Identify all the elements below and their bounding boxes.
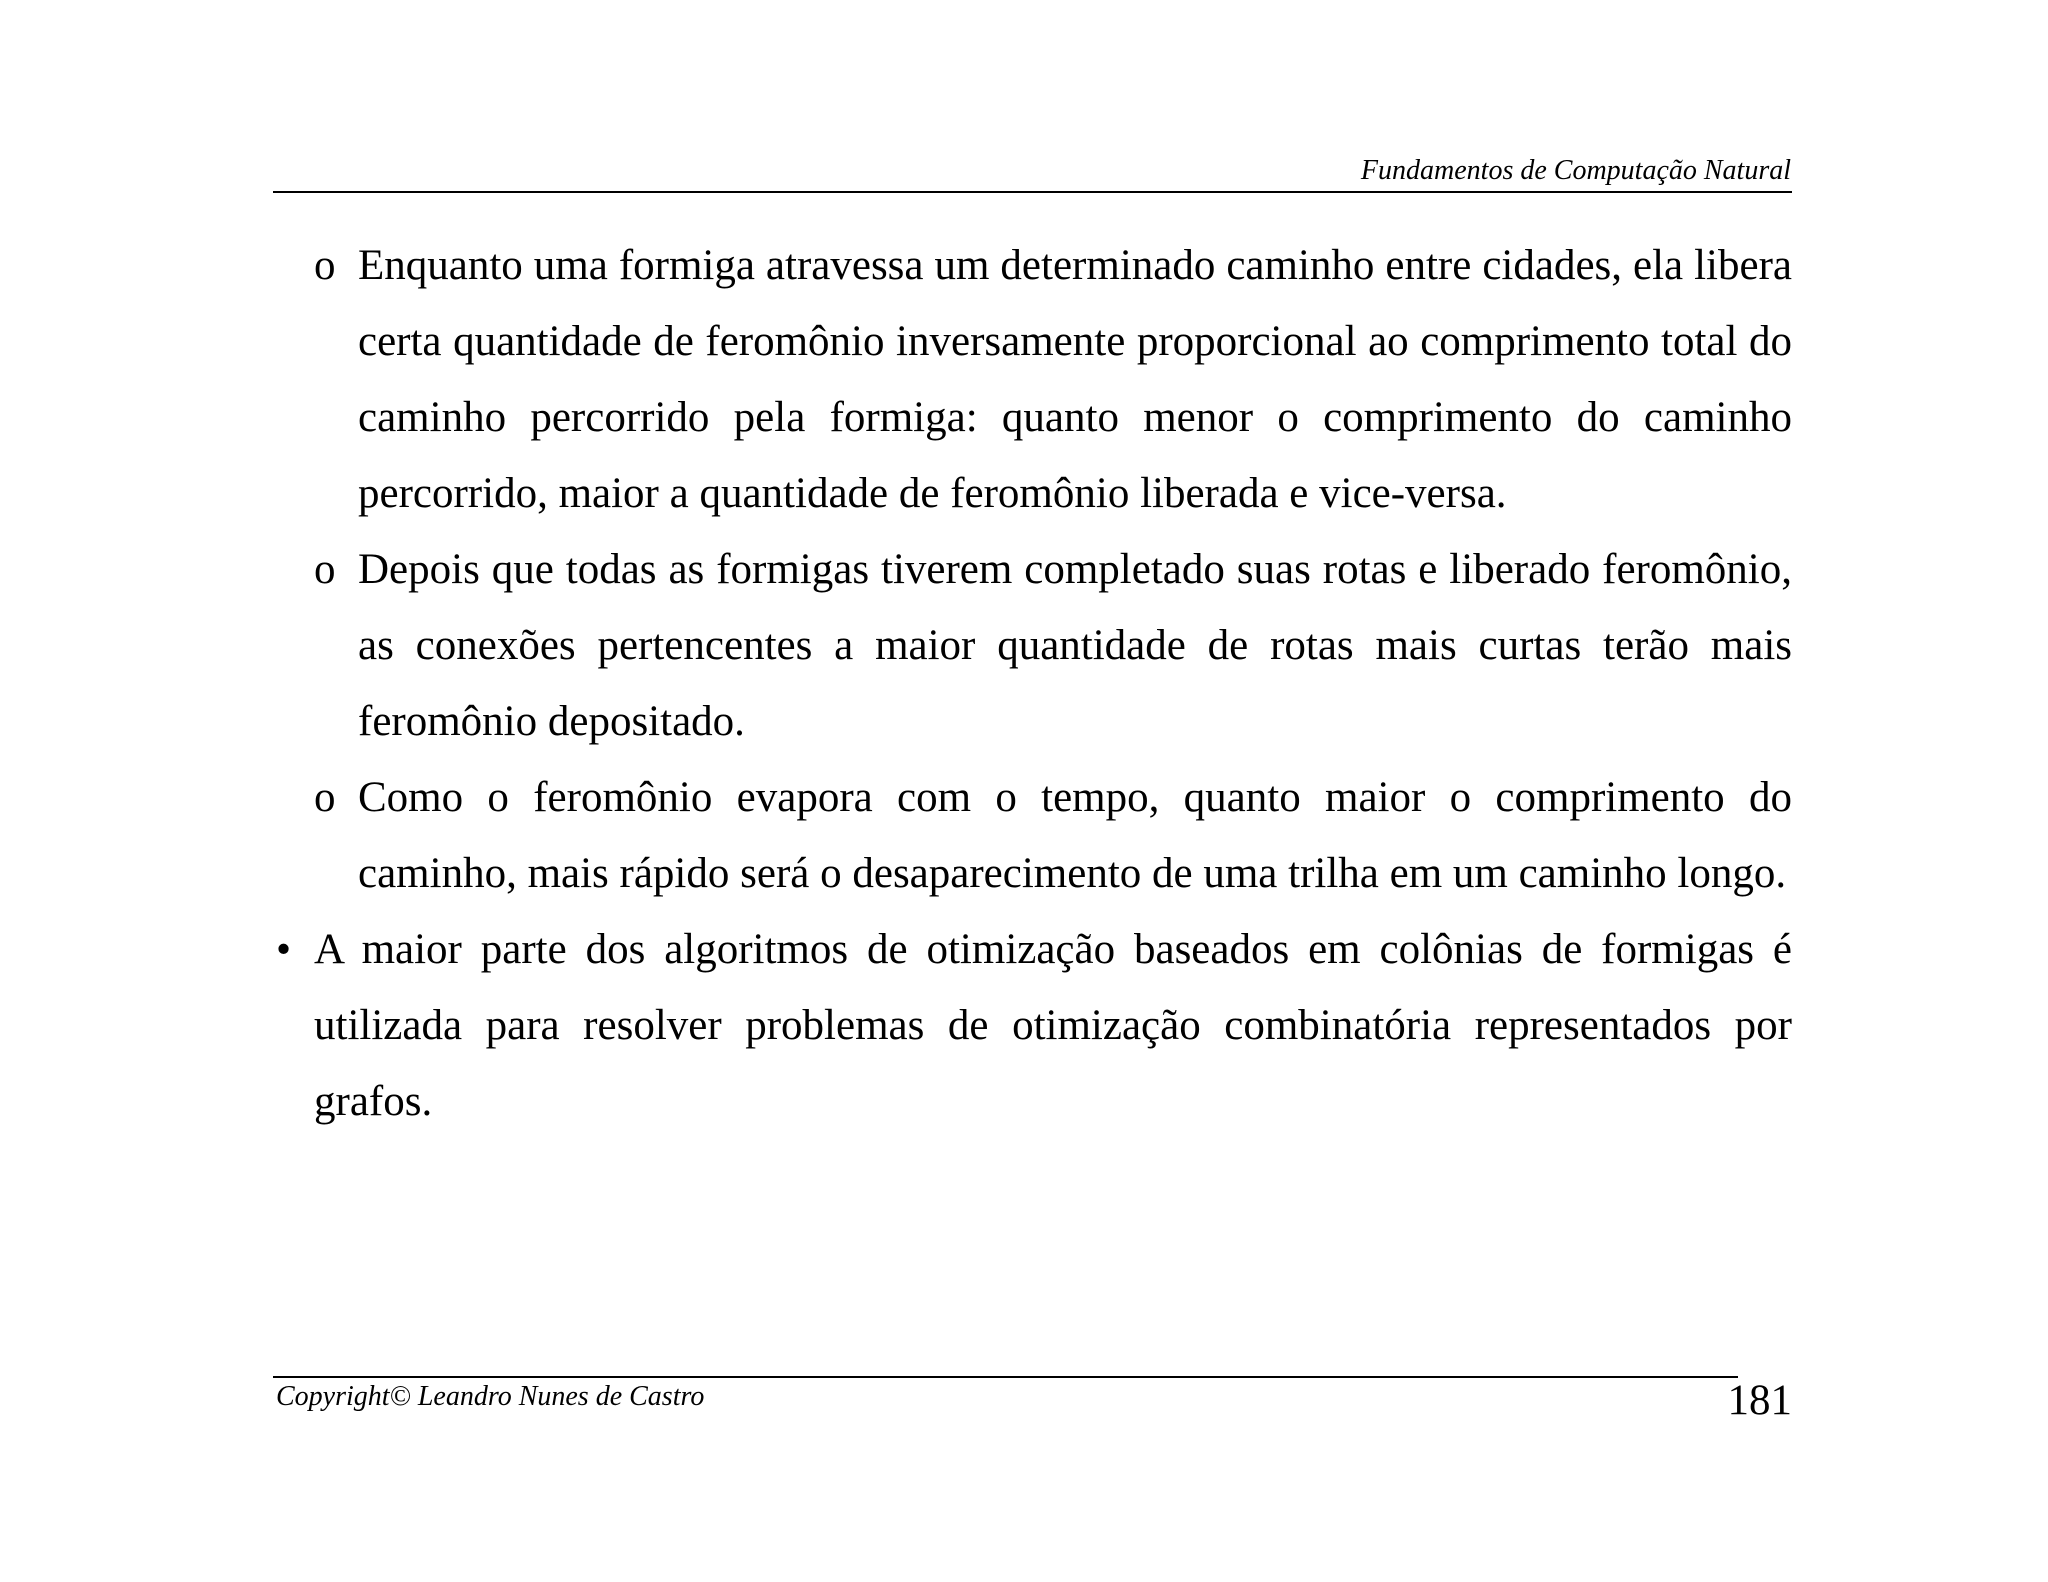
main-bullet-text: A maior parte dos algoritmos de otimização baseados em colônias de formigas é utilizada para resolver problemas de otimização combinatória representados por grafos. [314,926,1792,1125]
main-bullet-item [276,912,1792,1140]
page-number: 181 [1727,1377,1792,1424]
sub-bullet-text: Como o feromônio evapora com o tempo, quanto maior o comprimento do caminho, mais rápido será o desaparecimento de uma trilha em um caminho longo. [358,774,1792,897]
sub-bullet-item [314,760,1792,912]
sub-bullet-marker: o [314,242,336,289]
header-rule [273,191,1792,193]
sub-bullet-text: Depois que todas as formigas tiverem completado suas rotas e liberado feromônio, as conexões pertencentes a maior quantidade de rotas mais curtas terão mais feromônio depositado. [358,546,1792,745]
page-header-title: Fundamentos de Computação Natural [1360,155,1791,186]
main-bullet-marker: • [276,926,292,973]
sub-bullet-marker: o [314,774,336,821]
sub-bullet-text: Enquanto uma formiga atravessa um determinado caminho entre cidades, ela libera certa quantidade de feromônio inversamente proporcional ao comprimento total do caminho percorrido pela formiga: quanto menor o comprimento do caminho percorrido, maior a quantidade de feromônio liberada e vice-versa. [358,242,1792,517]
sub-bullet-marker: o [314,546,336,593]
sub-bullet-item [314,532,1792,760]
footer-copyright: Copyright© Leandro Nunes de Castro [276,1381,705,1412]
sub-bullet-item [314,228,1792,532]
footer-rule [273,1376,1738,1378]
page-content [270,228,1792,1140]
